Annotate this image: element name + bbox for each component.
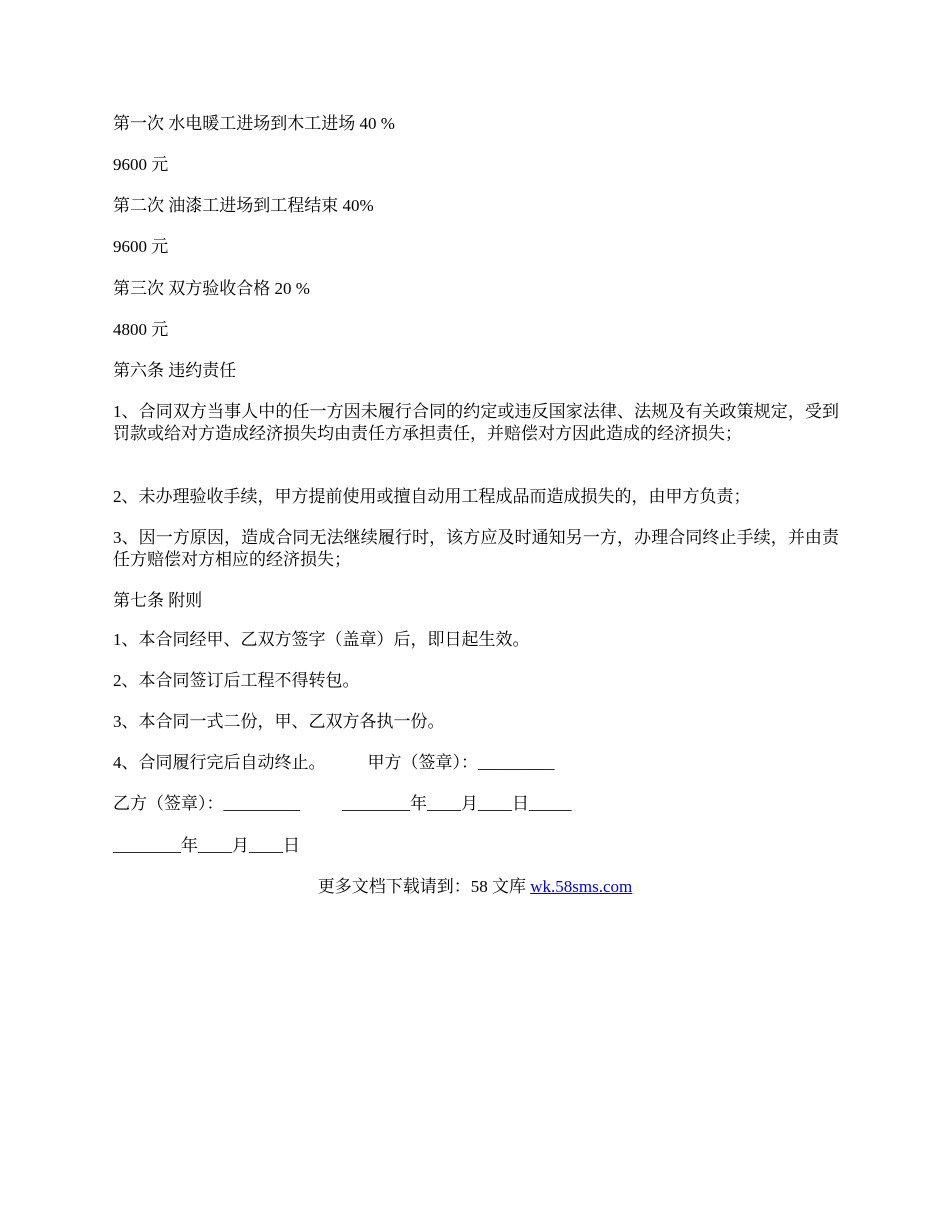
footer-link[interactable]: wk.58sms.com xyxy=(530,877,633,896)
party-a-signature-line: 甲方（签章）：_________ xyxy=(367,753,555,772)
party-b-signature-row xyxy=(113,793,839,815)
payment-stage-1: 第一次 水电暖工进场到木工进场 40 % xyxy=(113,114,395,133)
termination-text: 4、合同履行完后自动终止。 xyxy=(113,753,326,772)
payment-amount-2: 9600 元 xyxy=(113,237,169,256)
supplementary-clause-2: 2、本合同签订后工程不得转包。 xyxy=(113,671,360,690)
supplementary-clause-4 xyxy=(113,752,839,774)
payment-amount-3: 4800 元 xyxy=(113,320,169,339)
footer-text: 更多文档下载请到：58 文库 xyxy=(317,877,531,896)
supplementary-clause-3: 3、本合同一式二份，甲、乙双方各执一份。 xyxy=(113,712,445,731)
party-b-signature-line: 乙方（签章）：_________ xyxy=(113,794,300,813)
payment-stage-2: 第二次 油漆工进场到工程结束 40% xyxy=(113,196,374,215)
party-a-date-line: ________年____月____日_____ xyxy=(342,794,572,813)
payment-stage-3: 第三次 双方验收合格 20 % xyxy=(113,279,310,298)
breach-clause-1: 1、合同双方当事人中的任一方因未履行合同的约定或违反国家法律、法规及有关政策规定，受到罚款或给对方造成经济损失均由责任方承担责任，并赔偿对方因此造成的经济损失； xyxy=(113,402,839,443)
section-heading-breach: 第六条 违约责任 xyxy=(113,361,237,380)
supplementary-clause-1: 1、本合同经甲、乙双方签字（盖章）后，即日起生效。 xyxy=(113,630,530,649)
breach-clause-3: 3、因一方原因，造成合同无法继续履行时，该方应及时通知另一方，办理合同终止手续，并由责任方赔偿对方相应的经济损失； xyxy=(113,528,839,569)
footer xyxy=(0,876,950,898)
breach-clause-2: 2、未办理验收手续，甲方提前使用或擅自动用工程成品而造成损失的，由甲方负责； xyxy=(113,487,751,506)
party-b-date-line: ________年____月____日 xyxy=(113,836,300,855)
section-heading-supplementary: 第七条 附则 xyxy=(113,591,203,610)
payment-amount-1: 9600 元 xyxy=(113,155,169,174)
